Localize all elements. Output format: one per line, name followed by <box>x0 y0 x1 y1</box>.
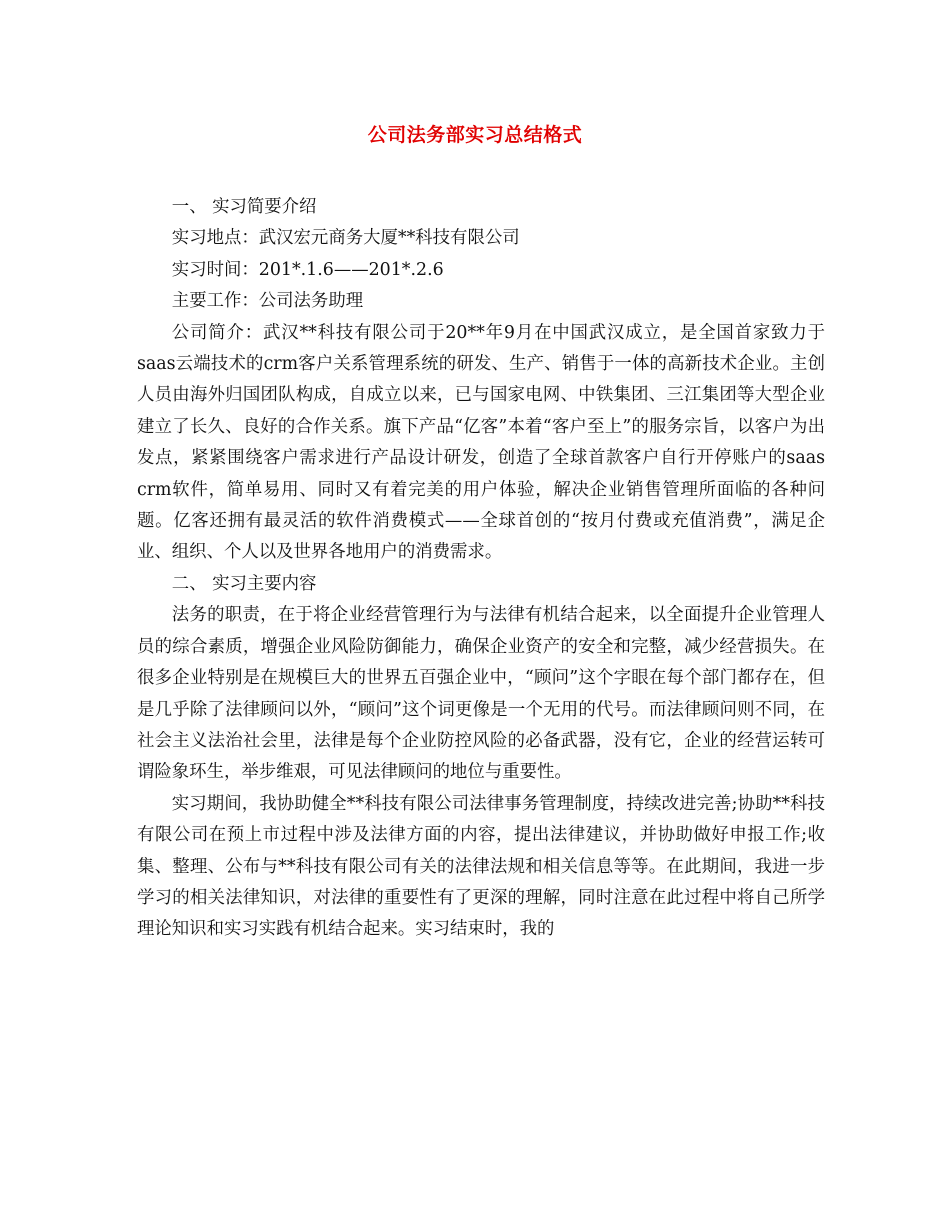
internship-location: 实习地点：武汉宏元商务大厦**科技有限公司 <box>171 228 520 249</box>
document-body <box>137 192 825 946</box>
internship-period: 实习时间：201*.1.6——201*.2.6 <box>171 259 444 280</box>
section-heading-intro: 一、 实习简要介绍 <box>171 197 317 217</box>
company-profile-paragraph: 公司简介：武汉**科技有限公司于20**年9月在中国武汉成立，是全国首家致力于saas云端技术的crm客户关系管理系统的研发、生产、销售于一体的高新技术企业。主创人员由海外归国团队构成，自成立以来，已与国家电网、中铁集团、三江集团等大型企业建立了长久、良好的合作关系。旗下产品“亿客”本着“客户至上”的服务宗旨，以客户为出发点，紧紧围绕客户需求进行产品设计研发，创造了全球首款客户自行开停账户的saas crm软件，简单易用、同时又有着完美的用户体验，解决企业销售管理所面临的各种问题。亿客还拥有最灵活的软件消费模式——全球首创的“按月付费或充值消费”，满足企业、组织、个人以及世界各地用户的消费需求。 <box>137 322 825 563</box>
section-heading-content: 二、 实习主要内容 <box>171 573 317 594</box>
internship-work-paragraph: 实习期间，我协助健全**科技有限公司法律事务管理制度，持续改进完善;协助**科技有限公司在预上市过程中涉及法律方面的内容，提出法律建议，并协助做好申报工作;收集、整理、公布与**科技有限公司有关的法律法规和相关信息等等。在此期间，我进一步学习的相关法律知识，对法律的重要性有了更深的理解，同时注意在此过程中将自己所学理论知识和实习实践有机结合起来。实习结束时，我的 <box>137 793 825 940</box>
internship-role: 主要工作：公司法务助理 <box>171 291 364 312</box>
legal-duties-paragraph: 法务的职责，在于将企业经营管理行为与法律有机结合起来，以全面提升企业管理人员的综合素质，增强企业风险防御能力，确保企业资产的安全和完整，减少经营损失。在很多企业特别是在规模巨大的世界五百强企业中，“顾问”这个字眼在每个部门都存在，但是几乎除了法律顾问以外，“顾问”这个词更像是一个无用的代号。而法律顾问则不同，在社会主义法治社会里，法律是每个企业防控风险的必备武器，没有它，企业的经营运转可谓险象环生，举步维艰，可见法律顾问的地位与重要性。 <box>137 605 825 783</box>
document-title: 公司法务部实习总结格式 <box>367 124 583 146</box>
